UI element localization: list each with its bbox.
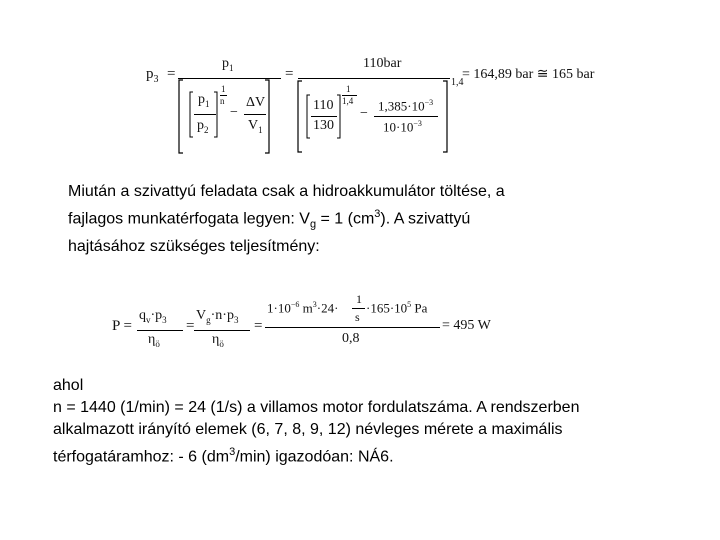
eq1-equals-2: = — [285, 66, 294, 82]
eq1-result: = 164,89 bar ≅ 165 bar — [462, 67, 595, 82]
eq1-den-dv: ΔV — [246, 95, 266, 110]
eq1-den-p1: $p_1$ — [198, 92, 210, 109]
eq1-exp-14: 1,4 — [342, 96, 354, 106]
eq1-den-frac-den: $10\cdot 10^{-3}$ — [383, 119, 422, 135]
eq2-lhs: P = — [112, 318, 132, 334]
eq1-lhs: $p_3$ — [146, 66, 159, 85]
paragraph-2-line-1: ahol — [53, 377, 84, 394]
paragraph-2-line-3: alkalmazott irányító elemek (6, 7, 8, 9, 12) névleges mérete a maximális — [53, 421, 563, 438]
eq2-frac3-bar — [265, 327, 440, 328]
paragraph-2-line-2: n = 1440 (1/min) = 24 (1/s) a villamos motor fordulatszáma. A rendszerben — [53, 399, 580, 416]
eq1-den-p2: $p_2$ — [197, 118, 209, 135]
eq2-frac3-denominator: 0,8 — [342, 331, 360, 346]
paragraph-2 — [53, 375, 579, 468]
eq1-outer-exp: 1,4 — [451, 77, 464, 88]
eq2-frac3-numerator-a: $1\cdot 10^{-6}$ $m^3\cdot 24\cdot$ — [267, 300, 339, 316]
eq2-frac3-numerator-b: $\cdot 165\cdot 10^5$ Pa — [366, 300, 428, 316]
eq1-frac2-numerator: 110bar — [363, 56, 402, 71]
eq1-equals: = — [167, 66, 176, 82]
eq1-den-130: 130 — [313, 118, 334, 133]
paragraph-2-line-4: térfogatáramhoz: - 6 $(dm^3/\min)$ igazodóan: NÁ6. — [53, 446, 394, 466]
eq2-frac2-numerator: $V_g\cdot n\cdot p_3$ — [196, 308, 239, 325]
eq2-frac1-bar — [137, 330, 183, 331]
eq1-den-v1: $V_1$ — [248, 118, 263, 135]
eq1-den-minus: − — [230, 105, 238, 120]
paragraph-1 — [68, 181, 505, 258]
eq2-frac1-denominator: $\eta_ö$ — [148, 332, 160, 349]
eq2-frac2-denominator: $\eta_ö$ — [212, 332, 224, 349]
eq1-den-frac-num: $1,385\cdot 10^{-3}$ — [378, 98, 434, 114]
eq1-den-minus-2: − — [360, 106, 368, 121]
eq2-inner-denominator: s — [355, 310, 360, 324]
eq2-inner-bar — [352, 308, 365, 309]
paragraph-1-line-3: hajtásához szükséges teljesítmény: — [68, 237, 320, 255]
eq1-den-110: 110 — [313, 98, 334, 113]
eq1-den-exp-1: 1 — [221, 84, 226, 94]
eq2-frac1-numerator: $q_v\cdot p_3$ — [139, 308, 167, 325]
eq2-equals-1: = — [186, 318, 195, 334]
eq2-frac2-bar — [194, 330, 250, 331]
eq2-inner-numerator: 1 — [356, 292, 362, 306]
eq2-result: = 495 W — [442, 318, 491, 333]
paragraph-1-line-1: Miután a szivattyú feladata csak a hidroakkumulátor töltése, a — [68, 183, 505, 200]
eq1-den-exp-n: n — [220, 96, 225, 106]
eq1-frac1-numerator: $p_1$ — [222, 56, 234, 73]
eq1-exp-1: 1 — [346, 84, 351, 94]
paragraph-1-line-2: fajlagos munkatérfogata legyen: $V_g = 1$ $(cm^3)$. A szivattyú — [68, 208, 471, 231]
eq2-equals-2: = — [254, 318, 263, 334]
